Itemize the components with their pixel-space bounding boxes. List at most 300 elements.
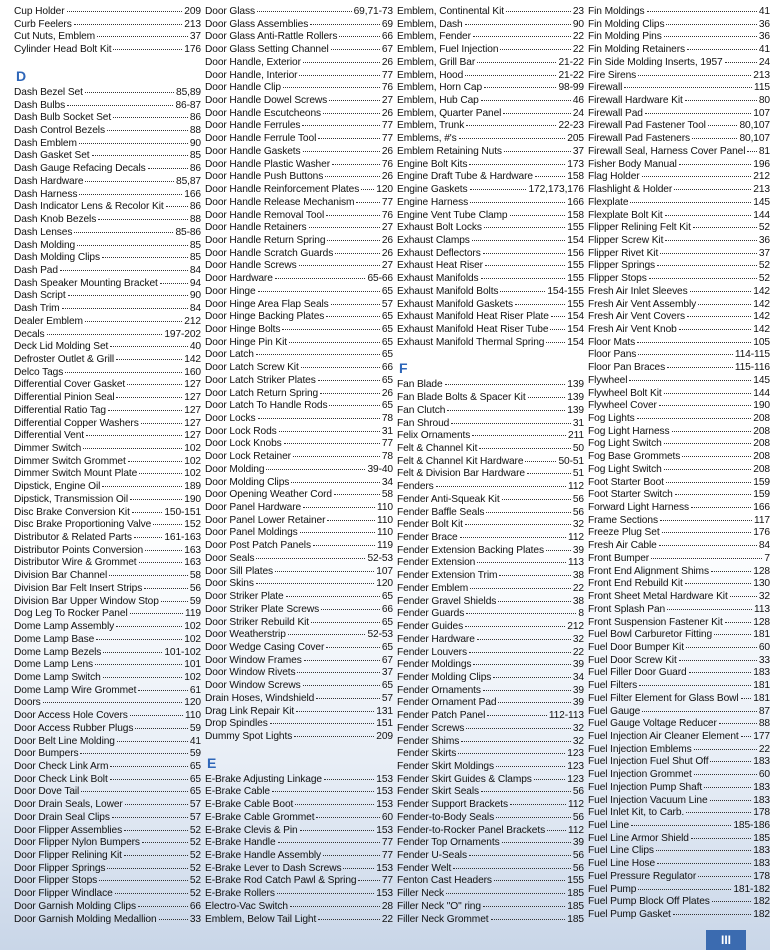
entry-page-ref: 50-51 [558, 455, 584, 467]
entry-page-ref: 181-182 [733, 883, 770, 895]
entry-name: Fin Molding Retainers [588, 44, 685, 56]
entry-name: Foot Starter Switch [588, 489, 673, 501]
entry-name: Differential Ratio Tag [14, 404, 106, 416]
index-entry [588, 311, 770, 324]
dot-leader [667, 609, 752, 610]
entry-page-ref: 142 [753, 323, 770, 335]
entry-page-ref: 176 [753, 527, 770, 539]
entry-page-ref: 65 [381, 349, 393, 361]
dot-leader [656, 850, 751, 851]
entry-name: Fin Molding Clips [588, 18, 665, 30]
entry-name: Fuel Injection Grommet [588, 769, 692, 781]
entry-page-ref: 26 [381, 247, 393, 259]
index-entry [588, 273, 770, 286]
entry-page-ref: 39 [572, 837, 584, 849]
dot-leader [296, 711, 374, 712]
entry-page-ref: 39 [572, 659, 584, 671]
entry-name: Flexplate Bolt Kit [588, 209, 663, 221]
index-entry [14, 697, 201, 710]
entry-page-ref: 155 [567, 298, 584, 310]
index-entry [588, 489, 770, 502]
entry-name: Floor Mats [588, 336, 636, 348]
dot-leader [256, 583, 374, 584]
dot-leader [323, 855, 380, 856]
index-column-4 [588, 6, 770, 926]
page-number-badge: III [706, 930, 746, 950]
entry-page-ref: 119 [185, 608, 201, 620]
dot-leader [283, 87, 380, 88]
dot-leader [466, 613, 576, 614]
index-entry [205, 914, 393, 927]
index-entry [588, 871, 770, 884]
index-entry [205, 19, 393, 32]
entry-name: Dash Gasket Set [14, 150, 90, 162]
dot-leader [487, 715, 547, 716]
entry-page-ref: 84 [189, 264, 201, 276]
entry-page-ref: 26 [381, 145, 393, 157]
dot-leader [278, 842, 380, 843]
index-entry [205, 604, 393, 617]
dot-leader [747, 151, 756, 152]
entry-name: Dash Pad [14, 264, 58, 276]
dot-leader [470, 202, 565, 203]
entry-name: Dummy Spot Lights [205, 730, 293, 742]
entry-page-ref: 84 [189, 303, 201, 315]
entry-page-ref: 37 [189, 31, 201, 43]
entry-name: Fog Light Switch [588, 438, 662, 450]
entry-page-ref: 102 [184, 671, 201, 683]
index-entry [588, 756, 770, 769]
index-entry [205, 591, 393, 604]
entry-page-ref: 28 [381, 900, 393, 912]
entry-name: Door Flipper Springs [14, 862, 106, 874]
dot-leader [528, 397, 566, 398]
index-entry [397, 647, 584, 660]
entry-page-ref: 159 [753, 476, 770, 488]
entry-page-ref: 142 [753, 311, 770, 323]
dot-leader [515, 304, 565, 305]
dot-leader [125, 804, 188, 805]
index-entry [14, 214, 201, 227]
entry-name: Door Glass Setting Channel [205, 44, 329, 56]
dot-leader [80, 753, 187, 754]
entry-name: Fan Blade [397, 379, 443, 391]
entry-name: Door Latch [205, 349, 254, 361]
entry-page-ref: 8 [578, 608, 584, 620]
dot-leader [275, 278, 366, 279]
entry-name: Dash Script [14, 290, 66, 302]
index-entry [397, 405, 584, 418]
index-entry [588, 706, 770, 719]
entry-name: E-Brake Lever to Dash Screws [205, 862, 342, 874]
entry-name: Dash Lenses [14, 226, 73, 238]
dot-leader [115, 893, 188, 894]
dot-leader [691, 838, 751, 839]
entry-page-ref: 127 [184, 379, 201, 391]
entry-page-ref: 81 [758, 145, 770, 157]
entry-name: Door Handle Plastic Washer [205, 158, 330, 170]
entry-name: Dash Knob Bezels [14, 214, 97, 226]
entry-page-ref: 127 [184, 392, 201, 404]
dot-leader [465, 524, 571, 525]
entry-page-ref: 58 [189, 570, 201, 582]
dot-leader [630, 202, 751, 203]
index-entry [14, 303, 201, 316]
entry-page-ref: 80,107 [739, 133, 770, 145]
index-entry [588, 858, 770, 871]
entry-name: Firewall Pad Fasteners [588, 133, 690, 145]
dot-leader [496, 766, 565, 767]
index-entry [397, 31, 584, 44]
index-entry [14, 316, 201, 329]
index-entry [397, 863, 584, 876]
index-entry [205, 375, 393, 388]
entry-name: Fender Skirt Guides & Clamps [397, 773, 532, 785]
entry-page-ref: 59 [189, 722, 201, 734]
entry-page-ref: 102 [184, 455, 201, 467]
dot-leader [288, 634, 366, 635]
dot-leader [491, 919, 566, 920]
index-entry [14, 570, 201, 583]
entry-page-ref: 208 [753, 451, 770, 463]
entry-page-ref: 37 [758, 247, 770, 259]
index-entry [397, 621, 584, 634]
entry-name: Dome Lamp Switch [14, 671, 101, 683]
entry-name: Distributor Points Conversion [14, 544, 144, 556]
entry-page-ref: 65 [381, 591, 393, 603]
index-entry [14, 430, 201, 443]
index-entry [397, 914, 584, 927]
dot-leader [453, 868, 571, 869]
entry-page-ref: 34 [572, 671, 584, 683]
entry-page-ref: 160 [184, 366, 201, 378]
entry-page-ref: 36 [758, 18, 770, 30]
index-entry [14, 557, 201, 570]
index-entry [14, 341, 201, 354]
dot-leader [148, 168, 188, 169]
dot-leader [708, 125, 738, 126]
index-entry [588, 388, 770, 401]
entry-page-ref: 39-40 [367, 463, 393, 475]
entry-name: Exhaust Manifold Gaskets [397, 298, 513, 310]
entry-page-ref: 112 [568, 532, 584, 544]
entry-name: Door Latch Striker Plates [205, 374, 316, 386]
dot-leader [289, 342, 380, 343]
dot-leader [326, 316, 380, 317]
dot-leader [102, 486, 182, 487]
entry-name: Door Handle Ferrules [205, 120, 301, 132]
index-entry [14, 456, 201, 469]
entry-page-ref: 76 [381, 82, 393, 94]
entry-name: Cup Holder [14, 6, 65, 17]
entry-page-ref: 212 [567, 621, 584, 633]
entry-page-ref: 185 [567, 900, 584, 912]
index-entry [397, 184, 584, 197]
index-entry [397, 82, 584, 95]
entry-name: E-Brake Cable [205, 786, 270, 798]
entry-page-ref: 86 [189, 201, 201, 213]
index-entry [205, 825, 393, 838]
index-entry [397, 837, 584, 850]
index-entry [14, 112, 201, 125]
dot-leader [685, 583, 752, 584]
index-entry [205, 540, 393, 553]
dot-leader [301, 367, 380, 368]
dot-leader [286, 596, 380, 597]
dot-leader [270, 723, 375, 724]
entry-name: Fog Lights [588, 413, 635, 424]
dot-leader [291, 482, 380, 483]
dot-leader [116, 359, 182, 360]
index-entry [397, 507, 584, 520]
entry-page-ref: 181 [753, 692, 770, 704]
entry-page-ref: 172,173,176 [528, 184, 584, 196]
entry-name: Door Molding Clips [205, 476, 290, 488]
index-entry [588, 477, 770, 490]
entry-page-ref: 52 [189, 850, 201, 861]
dot-leader [257, 11, 352, 12]
dot-leader [493, 677, 571, 678]
dot-leader [86, 435, 182, 436]
entry-name: Door Handle Push Buttons [205, 171, 324, 183]
entry-page-ref: 65 [381, 311, 393, 323]
dot-leader [303, 151, 380, 152]
index-entry [397, 44, 584, 57]
dot-leader [81, 791, 188, 792]
index-entry [14, 163, 201, 176]
dot-leader [74, 232, 173, 233]
index-entry [14, 825, 201, 838]
dot-leader [85, 181, 174, 182]
dot-leader [483, 690, 571, 691]
entry-page-ref: 161-163 [164, 532, 201, 544]
entry-page-ref: 183 [753, 667, 770, 679]
entry-page-ref: 52 [758, 222, 770, 234]
index-entry [588, 222, 770, 235]
dot-leader [673, 914, 752, 915]
entry-page-ref: 178 [753, 807, 770, 819]
entry-name: Flag Holder [588, 171, 640, 183]
dot-leader [660, 520, 752, 521]
index-entry [14, 672, 201, 685]
entry-page-ref: 41 [189, 735, 201, 747]
entry-name: Door Flipper Windlace [14, 888, 113, 900]
entry-page-ref: 85 [189, 150, 201, 162]
entry-page-ref: 39 [572, 544, 584, 556]
entry-name: Disc Brake Proportioning Valve [14, 519, 152, 531]
entry-page-ref: 32 [758, 591, 770, 603]
dot-leader [660, 253, 757, 254]
entry-page-ref: 65 [381, 374, 393, 386]
dot-leader [358, 880, 379, 881]
entry-name: Dimmer Switch [14, 443, 82, 454]
entry-name: Emblem, Grill Bar [397, 56, 476, 68]
entry-page-ref: 142 [753, 298, 770, 310]
entry-page-ref: 60 [758, 769, 770, 781]
entry-name: Door Handle Clip [205, 82, 281, 94]
index-entry [588, 31, 770, 44]
index-entry [397, 901, 584, 914]
entry-page-ref: 77 [381, 837, 393, 849]
dot-leader [479, 448, 571, 449]
dot-leader [327, 520, 375, 521]
index-entry [397, 608, 584, 621]
dot-leader [79, 143, 188, 144]
entry-page-ref: 77 [381, 120, 393, 132]
index-entry [588, 426, 770, 439]
index-entry [14, 227, 201, 240]
entry-page-ref: 177 [753, 730, 770, 742]
entry-page-ref: 65 [189, 760, 201, 772]
index-entry [588, 769, 770, 782]
index-entry [205, 388, 393, 401]
entry-page-ref: 110 [377, 527, 393, 539]
dot-leader [98, 219, 188, 220]
index-entry [205, 731, 393, 744]
entry-page-ref: 31 [381, 425, 393, 437]
entry-page-ref: 32 [572, 735, 584, 747]
dot-leader [160, 283, 188, 284]
entry-name: Frame Sections [588, 514, 658, 526]
entry-name: Door Latch Return Spring [205, 387, 319, 399]
index-entry [14, 6, 201, 19]
entry-name: Fender Brace [397, 532, 458, 544]
dot-leader [138, 906, 188, 907]
dot-leader [506, 11, 571, 12]
entry-name: Firewall Pad [588, 107, 643, 119]
dot-leader [335, 253, 380, 254]
entry-name: Door Lock Retainer [205, 451, 291, 463]
dot-leader [65, 372, 182, 373]
entry-page-ref: 52 [758, 260, 770, 272]
dot-leader [473, 36, 571, 37]
dot-leader [510, 215, 566, 216]
dot-leader [258, 291, 380, 292]
dot-leader [662, 532, 752, 533]
dot-leader [510, 804, 566, 805]
entry-page-ref: 24 [758, 56, 770, 68]
entry-name: Fender Screws [397, 722, 465, 734]
entry-name: Door Hardware [205, 273, 273, 285]
entry-name: Division Bar Felt Insert Strips [14, 582, 143, 594]
entry-name: Fuel Line Armor Shield [588, 832, 689, 844]
entry-name: Fuel Door Bumper Kit [588, 641, 684, 653]
index-entry [14, 799, 201, 812]
entry-name: Fresh Air Vent Covers [588, 311, 685, 323]
index-entry [588, 833, 770, 846]
entry-name: Fan Clutch [397, 404, 446, 416]
entry-name: Fresh Air Cable [588, 540, 657, 552]
entry-page-ref: 205 [567, 133, 584, 145]
index-entry [205, 718, 393, 731]
index-entry [205, 464, 393, 477]
index-entry [14, 736, 201, 749]
dot-leader [159, 919, 188, 920]
entry-page-ref: 52-53 [367, 629, 393, 641]
index-entry [205, 184, 393, 197]
entry-page-ref: 27 [381, 260, 393, 272]
index-entry [588, 807, 770, 820]
entry-name: Door Weatherstrip [205, 629, 286, 641]
dot-leader [116, 397, 182, 398]
index-entry [205, 273, 393, 286]
entry-page-ref: 185-186 [733, 820, 770, 831]
entry-page-ref: 208 [753, 425, 770, 437]
entry-page-ref: 66 [381, 603, 393, 615]
entry-name: Exhaust Manifold Heat Riser Plate [397, 311, 549, 323]
section-letter: E [207, 754, 217, 771]
entry-name: Door Handle Screws [205, 260, 297, 272]
dot-leader [645, 113, 751, 114]
index-entry [588, 591, 770, 604]
entry-page-ref: 85-86 [175, 226, 201, 238]
index-entry [14, 621, 201, 634]
entry-page-ref: 23 [572, 6, 584, 17]
entry-page-ref: 102 [184, 443, 201, 454]
entry-name: Flywheel [588, 374, 628, 386]
entry-page-ref: 158 [567, 209, 584, 221]
index-entry [588, 629, 770, 642]
entry-page-ref: 22 [572, 646, 584, 658]
entry-name: Exhaust Clamps [397, 234, 470, 246]
entry-page-ref: 142 [184, 353, 201, 365]
index-entry [205, 837, 393, 850]
entry-name: Door Handle, Exterior [205, 56, 301, 68]
entry-page-ref: 128 [753, 616, 770, 628]
index-column-2 [205, 6, 393, 926]
dot-leader [499, 575, 570, 576]
entry-name: E-Brake Cable Grommet [205, 811, 315, 823]
entry-name: Door Panel Hardware [205, 502, 302, 514]
entry-name: Dash Harness [14, 188, 78, 200]
entry-page-ref: 94 [189, 277, 201, 289]
index-entry [588, 540, 770, 553]
section-letter: F [399, 360, 408, 377]
entry-name: Firewall Seal, Harness Cover Panel [588, 145, 746, 157]
index-entry [397, 146, 584, 159]
entry-page-ref: 78 [381, 413, 393, 424]
index-entry [588, 451, 770, 464]
entry-name: Differential Vent [14, 430, 85, 442]
index-entry [588, 400, 770, 413]
index-entry [397, 57, 584, 70]
entry-page-ref: 110 [377, 514, 393, 526]
dot-leader [473, 664, 570, 665]
index-entry [205, 95, 393, 108]
index-entry [14, 252, 201, 265]
index-entry [205, 875, 393, 888]
entry-name: Door Panel Lower Retainer [205, 514, 326, 526]
index-entry [397, 875, 584, 888]
entry-name: Door Access Hole Covers [14, 710, 128, 722]
entry-name: Differential Pinion Seal [14, 392, 115, 404]
dot-leader [110, 779, 188, 780]
dot-leader [484, 227, 565, 228]
entry-name: Felt & Channel Kit Hardware [397, 455, 524, 467]
entry-name: Flywheel Bolt Kit [588, 387, 662, 399]
index-entry [588, 642, 770, 655]
dot-leader [446, 893, 565, 894]
index-entry [14, 87, 201, 100]
index-entry [14, 19, 201, 32]
dot-leader [691, 507, 751, 508]
entry-name: Door Drain Seal Clips [14, 811, 110, 823]
dot-leader [144, 588, 188, 589]
index-entry [397, 736, 584, 749]
index-entry [14, 125, 201, 138]
entry-page-ref: 52 [758, 273, 770, 285]
dot-leader [465, 626, 565, 627]
